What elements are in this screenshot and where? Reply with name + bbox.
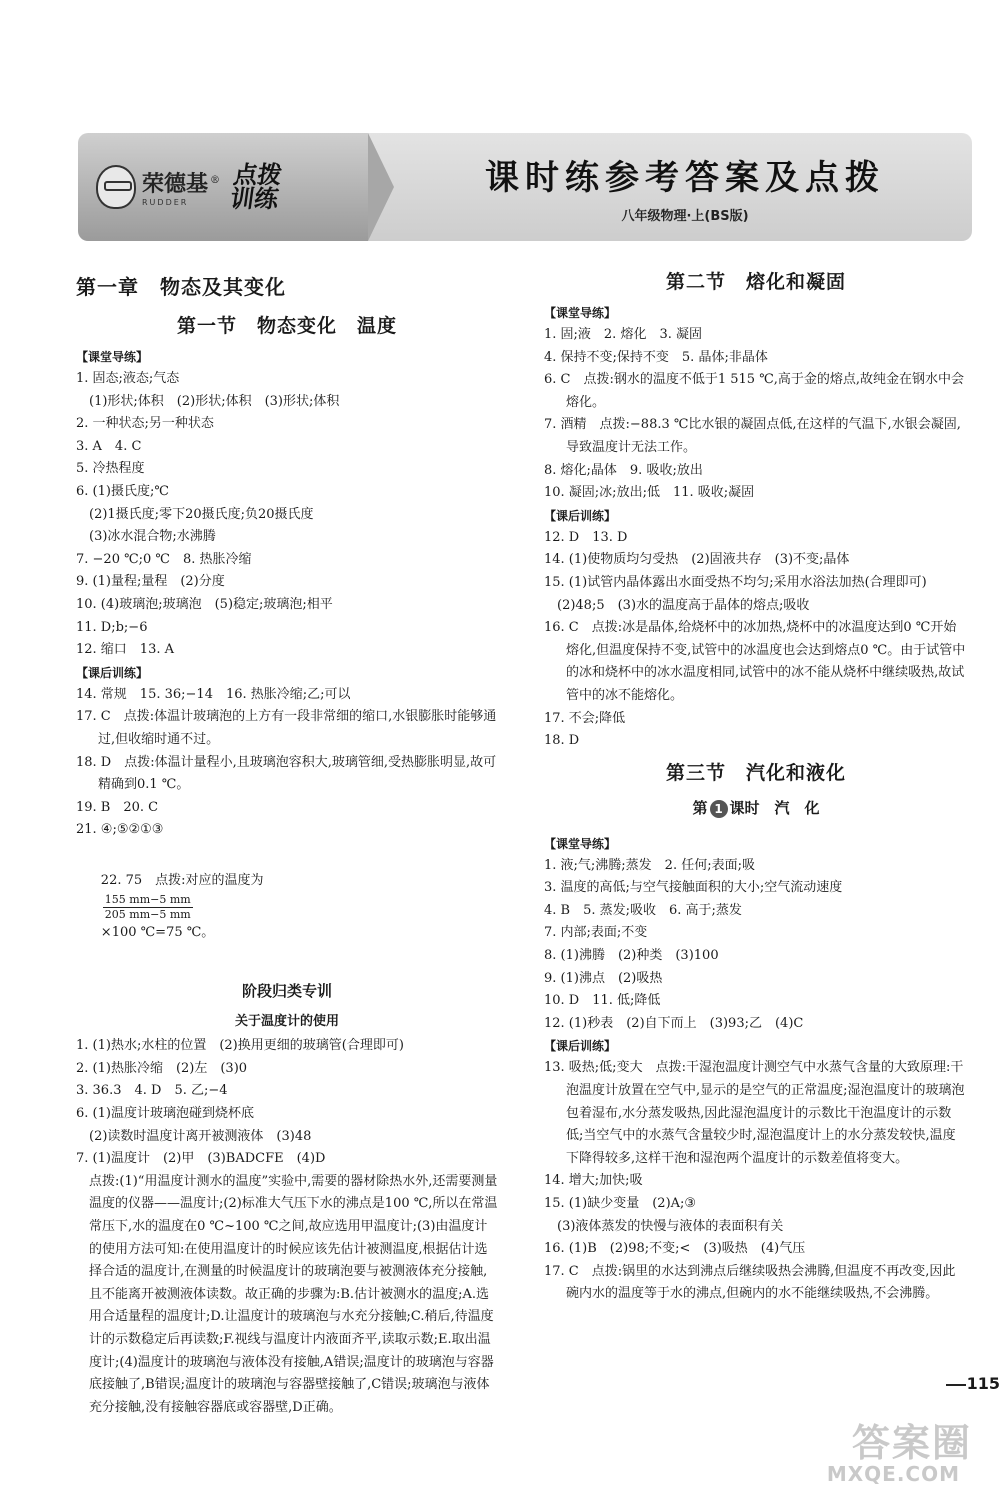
answer-item: 4. 保持不变;保持不变 5. 晶体;非晶体 bbox=[544, 349, 768, 365]
answer-item: 17. 不会;降低 bbox=[544, 710, 626, 726]
answer-item: 16. (1)B (2)98;不变;< (3)吸热 (4)气压 bbox=[544, 1241, 806, 1257]
answer-item: 10. 凝固;冰;放出;低 11. 吸收;凝固 bbox=[544, 485, 755, 501]
answer-item: 14. 常规 15. 36;−14 16. 热胀冷缩;乙;可以 bbox=[76, 686, 351, 702]
tag-classroom: 【课堂导练】 bbox=[544, 306, 617, 320]
answer-item: 13. 吸热;低;变大 点拨:干湿泡温度计测空气中水蒸气含量的大致原理:干泡温度计放置在空气中,显示的是空气的正常温度;湿泡温度计的玻璃泡包着湿布,水分蒸发吸热,因此湿泡温度计的示数比干泡温度计的示数低;当空气中的水蒸气含量较少时,湿泡温度计上的水分蒸发较快,温度下降得较多,这样干泡和湿泡两个温度计的示数差值将变大。 bbox=[544, 1060, 965, 1166]
answer-item: 7. (1)温度计 (2)甲 (3)BADCFE (4)D bbox=[76, 1151, 326, 1167]
answer-item-22: 22. 75 点拨:对应的温度为 $\frac{155 mm-5 mm}{205 mm-5 mm}$ ×100 ℃=75 ℃。 bbox=[100, 873, 264, 941]
tag-after-class: 【课后训练】 bbox=[544, 1039, 617, 1054]
tag-after-class: 【课后训练】 bbox=[544, 508, 617, 523]
stage-title: 阶段归类专训 bbox=[241, 982, 332, 1001]
answer-item: (3)冰水混合物;水沸腾 bbox=[89, 529, 216, 545]
answer-list-topic bbox=[76, 1035, 498, 1419]
logo-sub: RUDDER bbox=[142, 198, 189, 207]
fraction: $\frac{155 mm-5 mm}{205 mm-5 mm}$ bbox=[104, 893, 191, 922]
answer-item: 5. 冷热程度 bbox=[76, 461, 145, 477]
answer-item: 10. (4)玻璃泡;玻璃泡 (5)稳定;玻璃泡;相平 bbox=[76, 596, 333, 612]
answer-item: 12. (1)秒表 (2)自下而上 (3)93;乙 (4)C bbox=[544, 1015, 804, 1031]
answer-item: 8. (1)沸腾 (2)种类 (3)100 bbox=[544, 948, 719, 964]
answer-item: 1. 液;气;沸腾;蒸发 2. 任何;表面;吸 bbox=[544, 857, 755, 873]
answer-item: 11. D;b;−6 bbox=[76, 619, 148, 635]
watermark-url: MXQE.COM bbox=[826, 1462, 960, 1486]
answer-item: 18. D bbox=[544, 733, 580, 749]
mascot-icon bbox=[96, 165, 136, 209]
header-banner bbox=[78, 133, 972, 241]
right-column bbox=[544, 270, 968, 1306]
answer-item: (2)48;5 (3)水的温度高于晶体的熔点;吸收 bbox=[557, 597, 810, 613]
lesson-title: 第 1 课时 汽 化 bbox=[692, 798, 820, 817]
answer-item: 19. B 20. C bbox=[76, 799, 159, 815]
answer-item: 2. 一种状态;另一种状态 bbox=[76, 416, 214, 432]
answer-item: 18. D 点拨:体温计量程小,且玻璃泡容积大,玻璃管细,受热膨胀明显,故可精确到0.1 ℃。 bbox=[76, 754, 497, 793]
section-title: 第二节 熔化和凝固 bbox=[665, 271, 846, 293]
answer-item: 21. ④;⑤②①③ bbox=[76, 822, 164, 838]
answer-item: 14. (1)使物质均匀受热 (2)固液共存 (3)不变;晶体 bbox=[544, 552, 850, 568]
lesson-number-badge: 1 bbox=[710, 800, 728, 818]
answer-item: 8. 熔化;晶体 9. 吸收;放出 bbox=[544, 462, 703, 478]
note-paragraph: 点拨:(1)“用温度计测水的温度”实验中,需要的器材除热水外,还需要测量温度的仪器——温度计;(2)标准大气压下水的沸点是100 ℃,所以在常温常压下,水的温度在0 ℃~100 ℃之间,故应选用甲温度计;(3)由温度计的使用方法可知:在使用温度计的时候应该先估计被测温度,根据估计选择合适的温度计,在测量的时候温度计的玻璃泡要与被测液体充分接触,且不能离开被测液体读数。故正确的步骤为:B.估计被测水的温度;A.选用合适量程的温度计;D.让温度计的玻璃泡与水充分接触;C.稍后,待温度计的示数稳定后再读数;F.视线与温度计内液面齐平,读取示数;E.取出温度计;(4)温度计的玻璃泡与液体没有接触,A错误;温度计的玻璃泡与容器底接触了,B错误;温度计的玻璃泡与容器壁接触了,C错误;玻璃泡与液体充分接触,没有接触容器底或容器壁,D正确。 bbox=[89, 1173, 498, 1415]
answer-item: (2)1摄氏度;零下20摄氏度;负20摄氏度 bbox=[89, 506, 314, 522]
answer-item: 1. 固态;液态;气态 bbox=[76, 371, 180, 386]
answer-item: 17. C 点拨:锅里的水达到沸点后继续吸热会沸腾,但温度不再改变,因此碗内水的温度等于水的沸点,但碗内的水不能继续吸热,不会沸腾。 bbox=[544, 1263, 956, 1302]
left-column bbox=[76, 270, 498, 1419]
answer-item: (1)形状;体积 (2)形状;体积 (3)形状;体积 bbox=[89, 393, 340, 409]
answer-item: 3. 温度的高低;与空气接触面积的大小;空气流动速度 bbox=[544, 880, 843, 896]
answer-item: 3. A 4. C bbox=[76, 438, 142, 454]
answer-item: 7. 内部;表面;不变 bbox=[544, 925, 648, 941]
tag-classroom: 【课堂导练】 bbox=[76, 350, 149, 364]
answer-item: (3)液体蒸发的快慢与液体的表面积有关 bbox=[557, 1218, 784, 1234]
brand-logo-area bbox=[78, 133, 368, 241]
tag-after-class: 【课后训练】 bbox=[76, 665, 149, 680]
chapter-title: 第一章 物态及其变化 bbox=[76, 275, 286, 299]
answer-item: 1. (1)热水;水柱的位置 (2)换用更细的玻璃管(合理即可) bbox=[76, 1038, 404, 1054]
section-title: 第三节 汽化和液化 bbox=[665, 761, 846, 784]
answer-item: 9. (1)沸点 (2)吸热 bbox=[544, 970, 663, 986]
watermark-logo: 答案圈 bbox=[851, 1421, 972, 1465]
answer-item: 17. C 点拨:体温计玻璃泡的上方有一段非常细的缩口,水银膨胀时能够通过,但收缩时通不过。 bbox=[76, 709, 497, 747]
tag-classroom: 【课堂导练】 bbox=[544, 836, 617, 851]
page-number: 115 bbox=[966, 1374, 1000, 1393]
answer-item: 1. 固;液 2. 熔化 3. 凝固 bbox=[544, 327, 702, 342]
answer-item: 12. D 13. D bbox=[544, 529, 628, 545]
logo-name: 荣德基 RUDDER bbox=[142, 172, 209, 207]
answer-list-after bbox=[544, 527, 968, 753]
answer-item: 10. D 11. 低;降低 bbox=[544, 993, 661, 1009]
brand-name: 点拨 训练 bbox=[228, 161, 284, 213]
answer-item: 15. (1)试管内晶体露出水面受热不均匀;采用水浴法加热(合理即可) bbox=[544, 574, 927, 590]
page-title: 课时练参考答案及点拨 bbox=[485, 158, 885, 198]
page-number-dash bbox=[946, 1384, 966, 1386]
answer-item: (2)读数时温度计离开被测液体 (3)48 bbox=[89, 1128, 312, 1144]
answer-list-after bbox=[544, 1057, 968, 1306]
answer-item: 6. C 点拨:钢水的温度不低于1 515 ℃,高于金的熔点,故纯金在钢水中会熔化。 bbox=[544, 372, 965, 410]
answer-item: 16. C 点拨:冰是晶体,给烧杯中的冰加热,烧杯中的冰温度达到0 ℃开始熔化,但温度保持不变,试管中的冰温度也会达到熔点0 ℃。由于试管中的冰和烧杯中的冰水温度相同,试管中的冰不能从烧杯中继续吸热,故试管中的冰不能熔化。 bbox=[544, 620, 966, 703]
answer-item: 9. (1)量程;量程 (2)分度 bbox=[76, 574, 225, 590]
answer-item: 7. −20 ℃;0 ℃ 8. 热胀冷缩 bbox=[76, 551, 252, 567]
answer-item: 6. (1)摄氏度;℃ bbox=[76, 483, 169, 499]
answer-list-classroom bbox=[76, 368, 498, 662]
answer-item: 3. 36.3 4. D 5. 乙;−4 bbox=[76, 1083, 228, 1099]
topic-title: 关于温度计的使用 bbox=[234, 1014, 339, 1030]
registered-mark: ® bbox=[210, 174, 221, 186]
answer-item: 14. 增大;加快;吸 bbox=[544, 1173, 643, 1189]
answer-item: 7. 酒精 点拨:−88.3 ℃比水银的凝固点低,在这样的气温下,水银会凝固,导致温度计无法工作。 bbox=[544, 417, 961, 455]
banner-title-area bbox=[368, 133, 972, 241]
section-title: 第一节 物态变化 温度 bbox=[176, 315, 397, 337]
answer-list-after bbox=[76, 684, 498, 968]
answer-item: 12. 缩口 13. A bbox=[76, 642, 175, 658]
answer-list-classroom bbox=[544, 855, 968, 1036]
answer-item: 2. (1)热胀冷缩 (2)左 (3)0 bbox=[76, 1060, 248, 1076]
answer-item: 15. (1)缺少变量 (2)A;③ bbox=[544, 1196, 697, 1211]
page-subtitle: 八年级物理·上(BS版) bbox=[621, 209, 749, 224]
answer-list-classroom bbox=[544, 324, 968, 505]
answer-item: 4. B 5. 蒸发;吸收 6. 高于;蒸发 bbox=[544, 902, 742, 918]
answer-item: 6. (1)温度计玻璃泡碰到烧杯底 bbox=[76, 1106, 254, 1122]
